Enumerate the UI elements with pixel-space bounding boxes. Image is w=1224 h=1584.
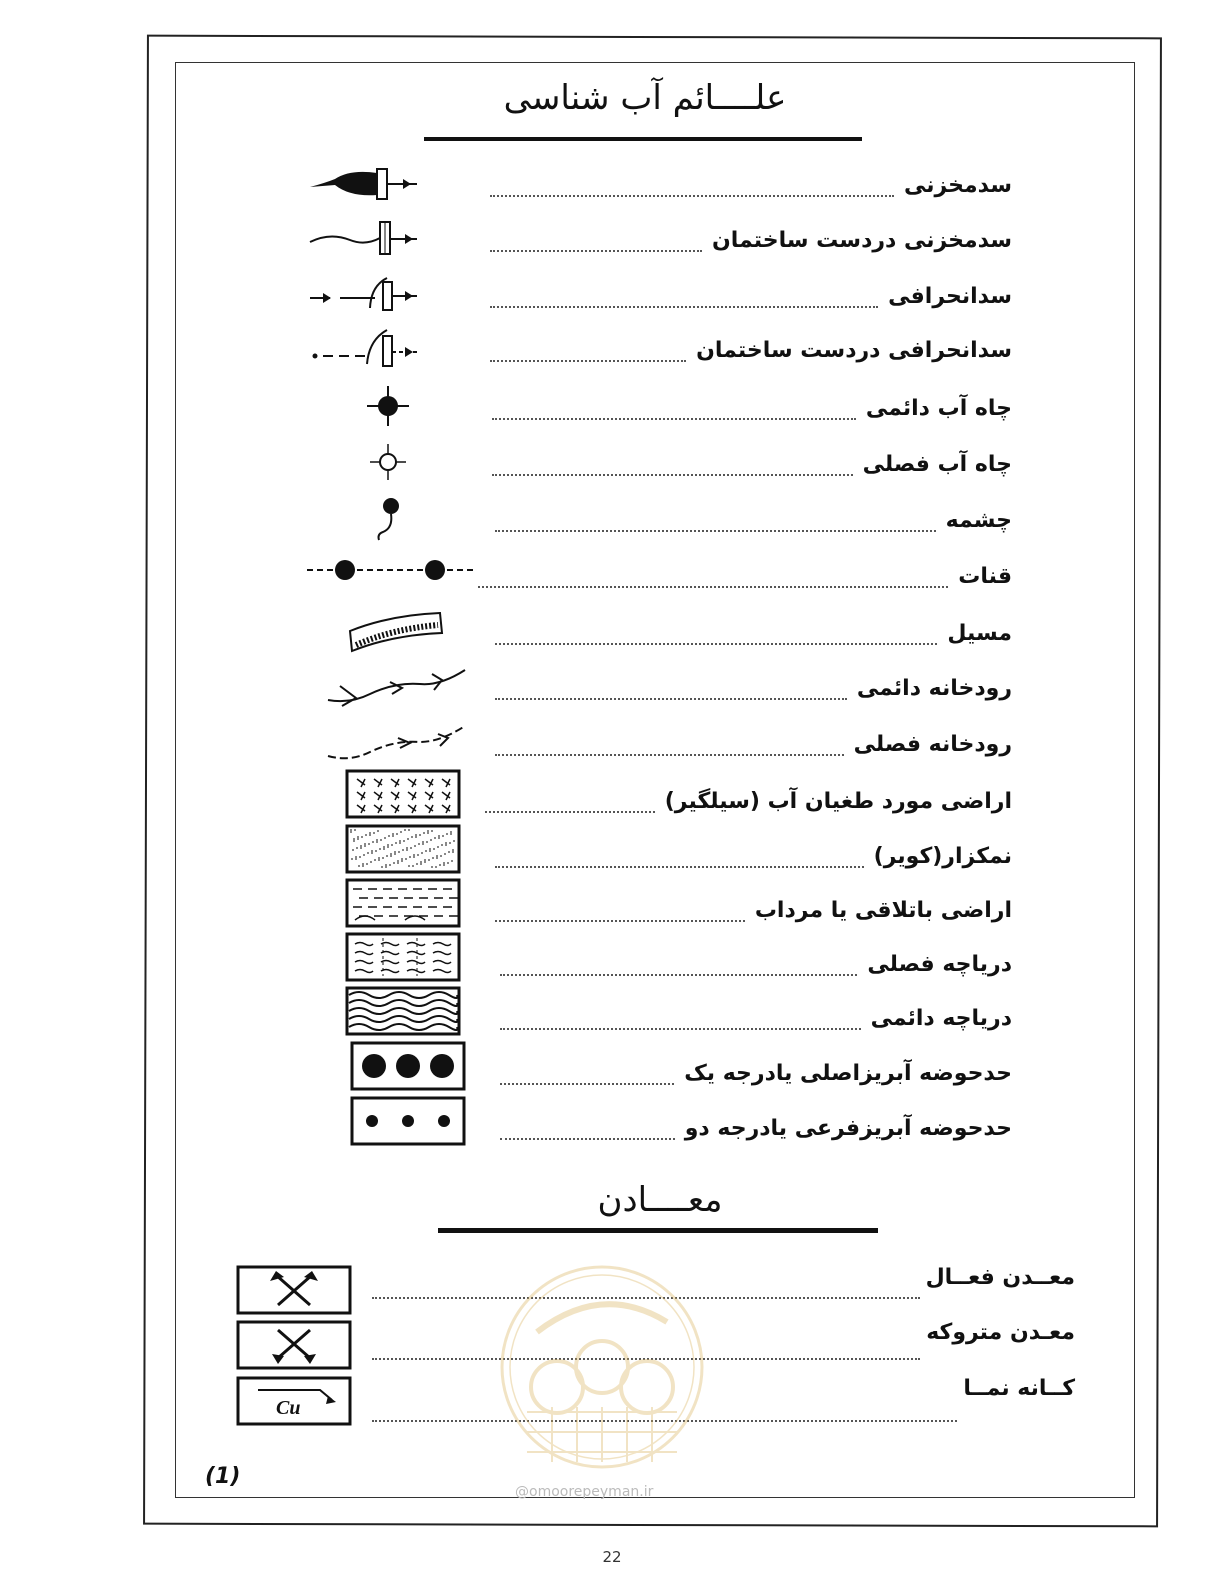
- leader-dots: [492, 418, 856, 420]
- legend-row: [0, 446, 1224, 496]
- legend-row: [0, 838, 1224, 888]
- watermark-logo-icon: [497, 1262, 707, 1472]
- reservoir-dam-under-construction-icon: [305, 216, 425, 264]
- title-underline: [424, 137, 862, 141]
- page-title: علــــائم آب شناسی: [503, 78, 787, 118]
- leader-dots: [495, 754, 844, 756]
- legend-label: قنات: [958, 564, 1012, 589]
- leader-dots: [500, 974, 857, 976]
- seasonal-river-icon: [320, 720, 470, 772]
- legend-row: [0, 1000, 1224, 1050]
- legend-label: سدانحرافی: [888, 284, 1012, 309]
- legend-row: [0, 1110, 1224, 1160]
- leader-dots: [495, 698, 847, 700]
- legend-label: سدمخزنی دردست ساختمان: [711, 228, 1012, 253]
- legend-row: [0, 558, 1224, 608]
- leader-dots: [495, 866, 864, 868]
- legend-row: [0, 278, 1224, 328]
- permanent-well-icon: [305, 384, 425, 432]
- leader-dots: [490, 360, 686, 362]
- legend-label: مسیل: [947, 621, 1012, 646]
- diversion-dam-under-construction-icon: [305, 326, 425, 374]
- legend-row: [0, 167, 1224, 217]
- legend-label: چاه آب فصلی: [862, 452, 1012, 477]
- legend-label: نمکزار(کویر): [873, 844, 1012, 869]
- legend-row: [0, 615, 1224, 665]
- abandoned-mine-icon: [236, 1320, 352, 1374]
- legend-row: [0, 222, 1224, 272]
- legend-label: اراضی مورد طغیان آب (سیلگیر): [664, 789, 1012, 814]
- leader-dots: [495, 530, 936, 532]
- permanent-river-icon: [320, 664, 470, 716]
- ore-symbol-text: Cu: [276, 1397, 301, 1419]
- salt-flat-icon: [345, 824, 461, 878]
- legend-label: معـدن متروکه: [926, 1320, 1075, 1345]
- spring-icon: [305, 496, 425, 550]
- legend-label: چاه آب دائمی: [865, 396, 1012, 421]
- legend-row: [0, 892, 1224, 942]
- footer-page-number: 22: [602, 1548, 622, 1566]
- legend-label: حدحوضه آبریزفرعی یادرجه دو: [684, 1116, 1012, 1141]
- page-marker: (1): [205, 1464, 241, 1489]
- mines-underline: [438, 1228, 878, 1233]
- legend-row: [0, 1055, 1224, 1105]
- seasonal-well-icon: [305, 440, 425, 488]
- leader-dots: [500, 1028, 861, 1030]
- legend-label: رودخانه فصلی: [853, 732, 1012, 757]
- watermark-text: @omoorepeyman.ir: [515, 1484, 654, 1500]
- ore-indication-icon: [236, 1376, 352, 1430]
- swamp-icon: [345, 878, 461, 932]
- leader-dots: [500, 1138, 675, 1140]
- leader-dots: [490, 250, 702, 252]
- legend-label: اراضی باتلاقی یا مرداب: [754, 898, 1012, 923]
- leader-dots: [485, 811, 655, 813]
- seasonal-lake-icon: [345, 932, 461, 986]
- legend-row: [0, 390, 1224, 440]
- leader-dots: [478, 586, 948, 588]
- legend-label: حدحوضه آبریزاصلی یادرجه یک: [684, 1061, 1012, 1086]
- legend-row: [0, 502, 1224, 552]
- legend-row: [0, 332, 1224, 382]
- permanent-lake-icon: [345, 986, 461, 1040]
- diversion-dam-icon: [305, 272, 425, 320]
- mines-title: معــــادن: [597, 1180, 723, 1220]
- leader-dots: [490, 306, 878, 308]
- legend-label: چشمه: [945, 508, 1012, 533]
- qanat-icon: [305, 552, 480, 592]
- wadi-icon: [330, 609, 450, 661]
- leader-dots: [490, 195, 894, 197]
- reservoir-dam-icon: [305, 161, 425, 209]
- active-mine-icon: [236, 1265, 352, 1319]
- legend-row: [0, 783, 1224, 833]
- leader-dots: [495, 920, 745, 922]
- legend-label: سدمخزنی: [903, 173, 1012, 198]
- leader-dots: [495, 643, 937, 645]
- legend-label: دریاچه دائمی: [870, 1006, 1012, 1031]
- legend-label: کــانه نمــا: [963, 1376, 1075, 1401]
- legend-label: دریاچه فصلی: [867, 952, 1012, 977]
- legend-label: سدانحرافی دردست ساختمان: [696, 338, 1012, 363]
- legend-row: [0, 946, 1224, 996]
- leader-dots: [500, 1083, 674, 1085]
- legend-row: [0, 670, 1224, 720]
- secondary-basin-boundary-icon: [350, 1096, 466, 1150]
- legend-label: معــدن فعــال: [925, 1265, 1075, 1290]
- leader-dots: [492, 474, 853, 476]
- flood-land-icon: [345, 769, 461, 823]
- legend-row: [0, 726, 1224, 776]
- legend-label: رودخانه دائمی: [856, 676, 1012, 701]
- primary-basin-boundary-icon: [350, 1041, 466, 1095]
